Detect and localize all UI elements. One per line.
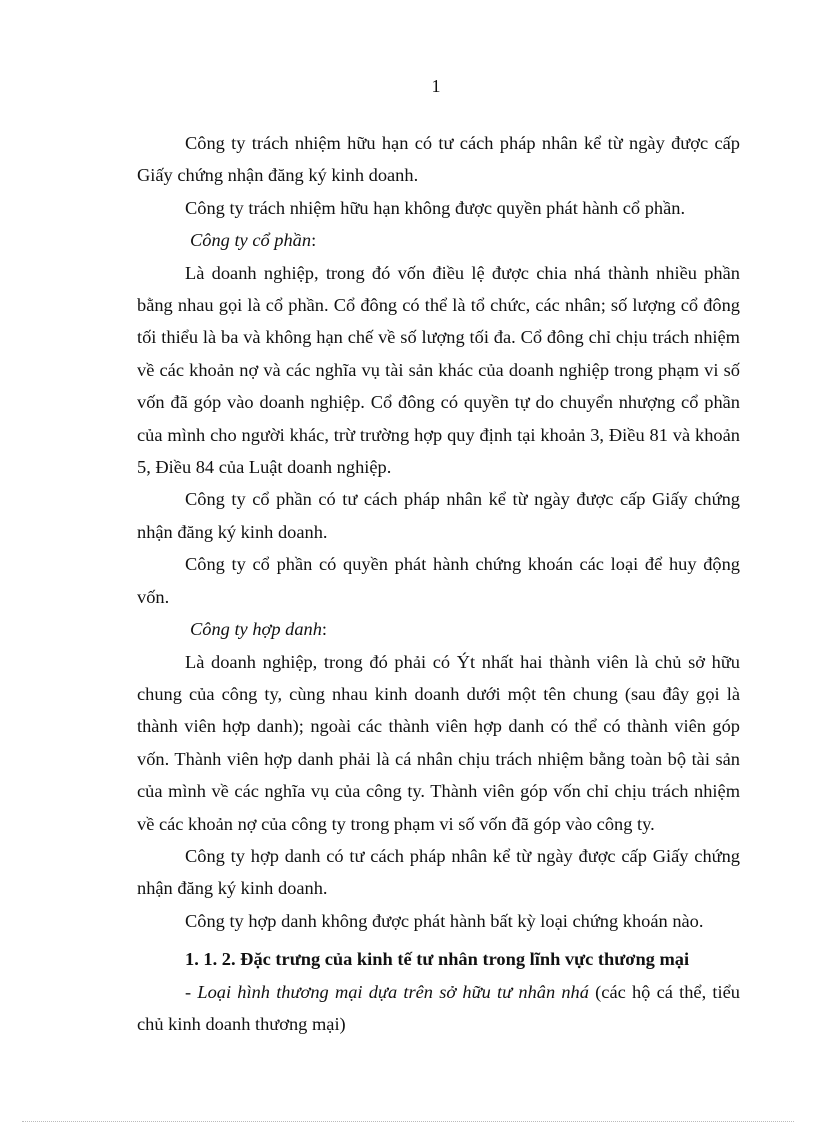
label-partnership bbox=[137, 613, 740, 645]
paragraph-joint-stock-securities: Công ty cổ phần có quyền phát hành chứng khoán các loại để huy động vốn. bbox=[137, 554, 740, 607]
paragraph-joint-stock-definition: Là doanh nghiệp, trong đó vốn điều lệ được chia nhá thành nhiều phần bằng nhau gọi là cổ phần. Cổ đông có thể là tổ chức, các nhân; số lượng cổ đông tối thiểu là ba và không hạn chế về số lượng tối đa. Cổ đông chỉ chịu trách nhiệm về các khoản nợ và các nghĩa vụ tài sản khác của doanh nghiệp trong phạm vi số vốn đã góp vào doanh nghiệp. Cổ đông có quyền tự do chuyển nhượng cổ phần của mình cho người khác, trừ trường hợp quy định tại khoản 3, Điều 81 và khoản 5, Điều 84 của Luật doanh nghiệp. bbox=[137, 262, 740, 478]
paragraph-tnhh-shares: Công ty trách nhiệm hữu hạn không được quyền phát hành cổ phần. bbox=[185, 197, 686, 218]
paragraph-partnership-legal-status: Công ty hợp danh có tư cách pháp nhân kể từ ngày được cấp Giấy chứng nhận đăng ký kinh doanh. bbox=[137, 845, 740, 899]
label-joint-stock-company bbox=[137, 224, 740, 256]
page-bottom-divider bbox=[22, 1121, 794, 1122]
label-colon: : bbox=[311, 230, 317, 251]
paragraph-partnership-securities: Công ty hợp danh không được phát hành bất kỳ loại chứng khoán nào. bbox=[185, 910, 704, 931]
paragraph-private-trade-type bbox=[137, 976, 740, 1041]
page-number: 1 bbox=[431, 76, 441, 96]
document-body bbox=[137, 127, 740, 1040]
paragraph-tnhh-legal-status: Công ty trách nhiệm hữu hạn có tư cách pháp nhân kể từ ngày được cấp Giấy chứng nhận đăng ký kinh doanh. bbox=[137, 133, 740, 186]
paragraph-joint-stock-legal-status: Công ty cổ phần có tư cách pháp nhân kể từ ngày được cấp Giấy chứng nhận đăng ký kinh doanh. bbox=[137, 489, 740, 542]
private-trade-italic: Loại hình thương mại dựa trên sở hữu tư nhân nhá bbox=[197, 981, 589, 1002]
label-colon: : bbox=[321, 619, 328, 640]
label-partnership-text: Công ty hợp danh bbox=[190, 619, 322, 640]
label-joint-stock-text: Công ty cổ phần bbox=[190, 230, 312, 251]
section-heading: 1. 1. 2. Đặc trưng của kinh tế tư nhân trong lĩnh vực thương mại bbox=[185, 949, 690, 970]
dash-prefix: - bbox=[185, 981, 198, 1002]
private-trade-note: (các hộ cá thể, tiểu chủ kinh doanh thương mại) bbox=[137, 981, 740, 1034]
paragraph-partnership-definition: Là doanh nghiệp, trong đó phải có Ýt nhất hai thành viên là chủ sở hữu chung của công ty, cùng nhau kinh doanh dưới một tên chung (sau đây gọi là thành viên hợp danh); ngoài các thành viên hợp danh có thể có thành viên góp vốn. Thành viên hợp danh phải là cá nhân chịu trách nhiệm bằng toàn bộ tài sản của mình về các nghĩa vụ của công ty. Thành viên góp vốn chỉ chịu trách nhiệm về các khoản nợ của công ty trong phạm vi số vốn đã góp vào công ty. bbox=[137, 651, 740, 834]
